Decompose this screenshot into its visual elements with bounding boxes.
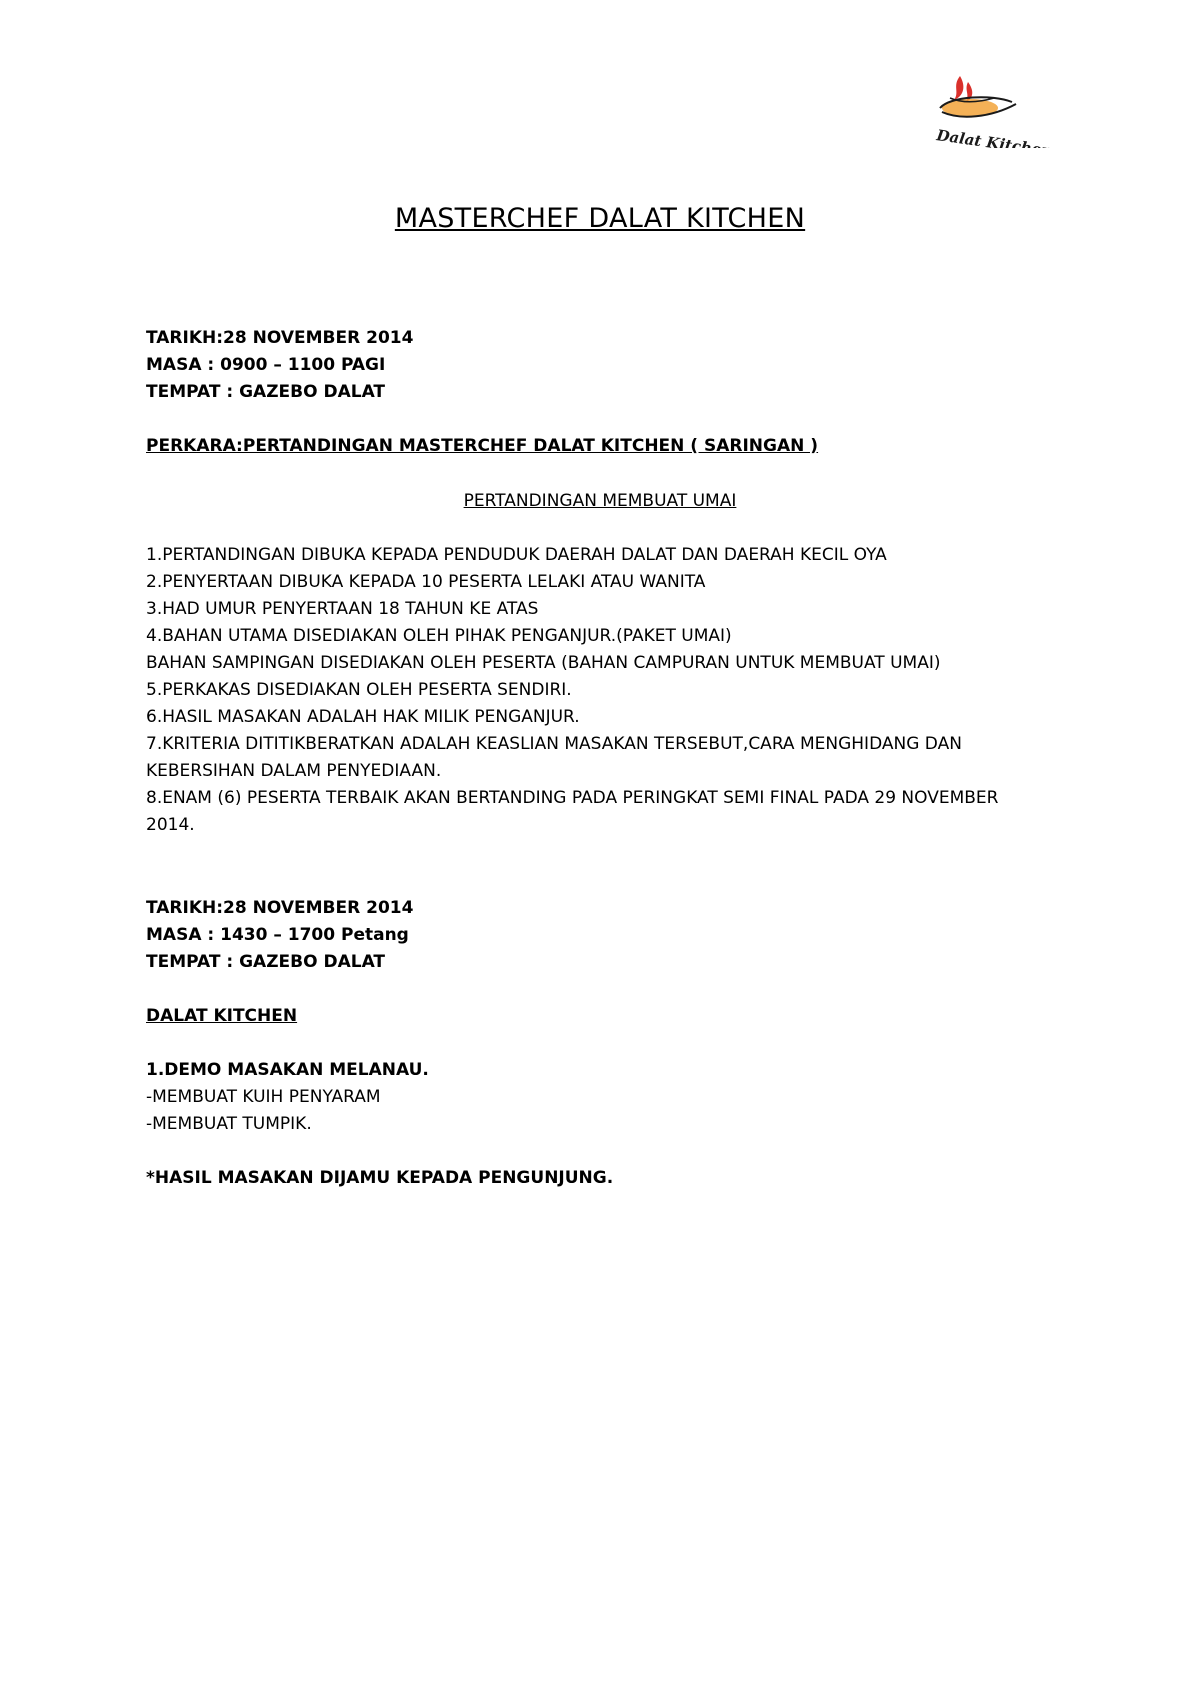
logo-mark	[920, 68, 1060, 148]
session1-time: MASA : 0900 – 1100 PAGI	[146, 355, 386, 375]
page-title: MASTERCHEF DALAT KITCHEN	[394, 203, 806, 234]
rule-item: 8.ENAM (6) PESERTA TERBAIK AKAN BERTANDING PADA PERINGKAT SEMI FINAL PADA 29 NOVEMBER	[146, 788, 999, 808]
rule-item: 6.HASIL MASAKAN ADALAH HAK MILIK PENGANJUR.	[146, 707, 580, 727]
session2-heading: DALAT KITCHEN	[146, 1006, 298, 1026]
rule-item: BAHAN SAMPINGAN DISEDIAKAN OLEH PESERTA (BAHAN CAMPURAN UNTUK MEMBUAT UMAI)	[146, 653, 941, 673]
rule-item: 3.HAD UMUR PENYERTAAN 18 TAHUN KE ATAS	[146, 599, 539, 619]
rule-item: 2.PENYERTAAN DIBUKA KEPADA 10 PESERTA LELAKI ATAU WANITA	[146, 572, 706, 592]
session1-subject: PERKARA:PERTANDINGAN MASTERCHEF DALAT KITCHEN ( SARINGAN )	[146, 436, 819, 456]
session1-venue: TEMPAT : GAZEBO DALAT	[146, 382, 386, 402]
logo-text: Dalat Kitchen	[935, 126, 1054, 148]
rule-item: 2014.	[146, 815, 195, 835]
demo-item: -MEMBUAT TUMPIK.	[146, 1114, 312, 1134]
rule-item: 7.KRITERIA DITITIKBERATKAN ADALAH KEASLIAN MASAKAN TERSEBUT,CARA MENGHIDANG DAN	[146, 734, 962, 754]
rule-item: 1.PERTANDINGAN DIBUKA KEPADA PENDUDUK DAERAH DALAT DAN DAERAH KECIL OYA	[146, 545, 887, 565]
rule-item: KEBERSIHAN DALAM PENYEDIAAN.	[146, 761, 442, 781]
demo-title: 1.DEMO MASAKAN MELANAU.	[146, 1060, 429, 1080]
session2-venue: TEMPAT : GAZEBO DALAT	[146, 952, 386, 972]
session2-date: TARIKH:28 NOVEMBER 2014	[146, 898, 414, 918]
competition-subtitle: PERTANDINGAN MEMBUAT UMAI	[463, 491, 737, 511]
closing-note: *HASIL MASAKAN DIJAMU KEPADA PENGUNJUNG.	[146, 1168, 614, 1188]
rule-item: 5.PERKAKAS DISEDIAKAN OLEH PESERTA SENDIRI.	[146, 680, 572, 700]
rule-item: 4.BAHAN UTAMA DISEDIAKAN OLEH PIHAK PENGANJUR.(PAKET UMAI)	[146, 626, 732, 646]
dalat-kitchen-logo	[920, 68, 1060, 148]
demo-item: -MEMBUAT KUIH PENYARAM	[146, 1087, 381, 1107]
session1-date: TARIKH:28 NOVEMBER 2014	[146, 328, 414, 348]
session2-time: MASA : 1430 – 1700 Petang	[146, 925, 409, 945]
